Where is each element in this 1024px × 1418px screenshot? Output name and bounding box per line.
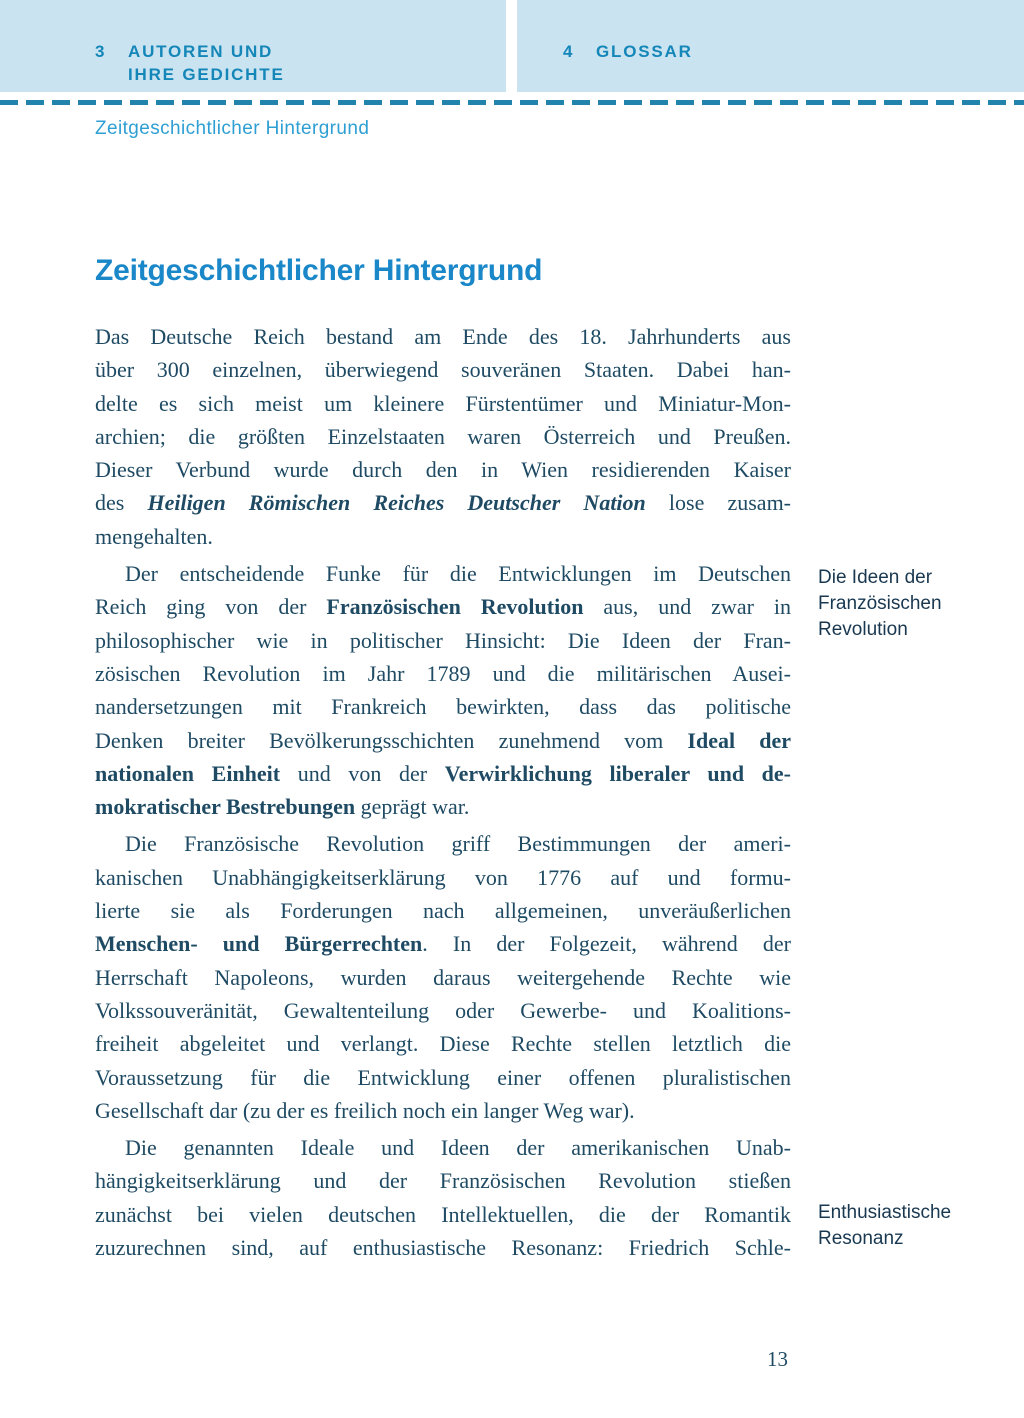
- text-line: [95, 1027, 791, 1060]
- paragraph: [95, 1131, 791, 1264]
- page-title: Zeitgeschichtlicher Hintergrund: [95, 254, 543, 287]
- text-line: [95, 790, 791, 823]
- text-line: [95, 961, 791, 994]
- header-tab-glossar: [517, 0, 1024, 92]
- header-tabs: [0, 0, 1024, 92]
- text-line: [95, 1061, 791, 1094]
- text-segment: philosophischer wie in politischer Hinsicht: Die Ideen der Fran-: [95, 627, 791, 653]
- paragraph: [95, 827, 791, 1127]
- text-segment: geprägt war.: [355, 794, 470, 820]
- emphasized-text: mokratischer Bestrebungen: [95, 794, 356, 820]
- text-segment: Volkssouveränität, Gewaltenteilung oder Gewerbe- und Koalitions-: [95, 997, 791, 1023]
- emphasized-text: nationalen Einheit: [95, 760, 281, 786]
- emphasized-text: Ideal der: [687, 727, 791, 753]
- tab-label: GLOSSAR: [596, 42, 693, 61]
- body-text: [95, 320, 791, 1264]
- emphasized-text: Heiligen Römischen Reiches Deutscher Nation: [147, 490, 646, 516]
- text-segment: Gesellschaft dar (zu der es freilich noch ein langer Weg war).: [95, 1097, 635, 1123]
- text-segment: Voraussetzung für die Entwicklung einer offenen pluralistischen: [95, 1064, 791, 1090]
- text-segment: des: [95, 490, 148, 516]
- text-segment: Das Deutsche Reich bestand am Ende des 18. Jahrhunderts aus: [95, 324, 791, 349]
- text-segment: Herrschaft Napoleons, wurden daraus weitergehende Rechte wie: [95, 964, 791, 990]
- emphasized-text: Verwirklichung liberaler und de-: [444, 760, 792, 786]
- text-segment: archien; die größten Einzelstaaten waren Österreich und Preußen.: [95, 423, 791, 449]
- text-segment: Die genannten Ideale und Ideen der amerikanischen Unab-: [125, 1135, 791, 1161]
- tab-label: AUTOREN UND IHRE GEDICHTE: [128, 42, 285, 84]
- text-line: [95, 486, 791, 519]
- tab-number: 4: [563, 42, 575, 61]
- text-segment: lose zusam-: [645, 490, 792, 516]
- margin-note-ideen-revolution: Die Ideen der Französischen Revolution: [818, 567, 942, 640]
- paragraph: [95, 320, 791, 553]
- text-line: [95, 690, 791, 723]
- breadcrumb: Zeitgeschichtlicher Hintergrund: [95, 118, 370, 139]
- text-segment: über 300 einzelnen, überwiegend souveränen Staaten. Dabei han-: [95, 357, 791, 383]
- text-segment: aus, und zwar in: [583, 594, 791, 620]
- text-line: [95, 387, 791, 420]
- text-segment: kanischen Unabhängigkeitserklärung von 1776 auf und formu-: [95, 864, 791, 890]
- text-segment: Die Französische Revolution griff Bestimmungen der ameri-: [125, 831, 791, 857]
- text-segment: Reich ging von der: [95, 594, 327, 620]
- text-segment: Der entscheidende Funke für die Entwicklungen im Deutschen: [125, 561, 791, 587]
- text-segment: lierte sie als Forderungen nach allgemeinen, unveräußerlichen: [95, 898, 791, 924]
- text-line: [95, 453, 791, 486]
- page-number: 13: [767, 1347, 788, 1371]
- text-line: [95, 557, 791, 590]
- text-segment: zösischen Revolution im Jahr 1789 und die militärischen Ausei-: [95, 660, 791, 686]
- text-line: [95, 757, 791, 790]
- text-line: [95, 994, 791, 1027]
- text-line: [95, 520, 791, 553]
- text-line: [95, 590, 791, 623]
- paragraph: [95, 557, 791, 823]
- text-line: [95, 861, 791, 894]
- margin-note-enthusiastische-resonanz: Enthusiastische Resonanz: [818, 1202, 952, 1249]
- text-segment: delte es sich meist um kleinere Fürstentümer und Miniatur-Mon-: [95, 390, 791, 416]
- text-line: [95, 894, 791, 927]
- text-segment: hängigkeitserklärung und der Französischen Revolution stießen: [95, 1168, 791, 1194]
- text-line: [95, 1231, 791, 1264]
- text-line: [95, 624, 791, 657]
- tab-number: 3: [95, 42, 107, 61]
- dashed-divider: [0, 100, 1024, 105]
- text-line: [95, 1094, 791, 1127]
- emphasized-text: Menschen- und Bürgerrechten: [95, 931, 423, 957]
- header-tab-autoren-und-ihre-gedichte: [0, 0, 506, 92]
- text-segment: zuzurechnen sind, auf enthusiastische Resonanz: Friedrich Schle-: [95, 1235, 791, 1261]
- text-segment: . In der Folgezeit, während der: [422, 931, 791, 957]
- text-segment: Denken breiter Bevölkerungsschichten zunehmend vom: [95, 727, 688, 753]
- text-segment: freiheit abgeleitet und verlangt. Diese Rechte stellen letztlich die: [95, 1031, 791, 1057]
- text-line: [95, 320, 791, 353]
- text-line: [95, 353, 791, 386]
- text-line: [95, 827, 791, 860]
- text-segment: zunächst bei vielen deutschen Intellektuellen, die der Romantik: [95, 1201, 791, 1227]
- text-segment: nandersetzungen mit Frankreich bewirkten, dass das politische: [95, 694, 791, 720]
- text-segment: Dieser Verbund wurde durch den in Wien residierenden Kaiser: [95, 457, 791, 483]
- text-line: [95, 1198, 791, 1231]
- text-line: [95, 420, 791, 453]
- text-line: [95, 724, 791, 757]
- emphasized-text: Französischen Revolution: [326, 594, 584, 620]
- text-line: [95, 927, 791, 960]
- text-segment: und von der: [280, 760, 445, 786]
- text-line: [95, 657, 791, 690]
- text-line: [95, 1131, 791, 1164]
- text-segment: mengehalten.: [95, 523, 213, 549]
- text-line: [95, 1164, 791, 1197]
